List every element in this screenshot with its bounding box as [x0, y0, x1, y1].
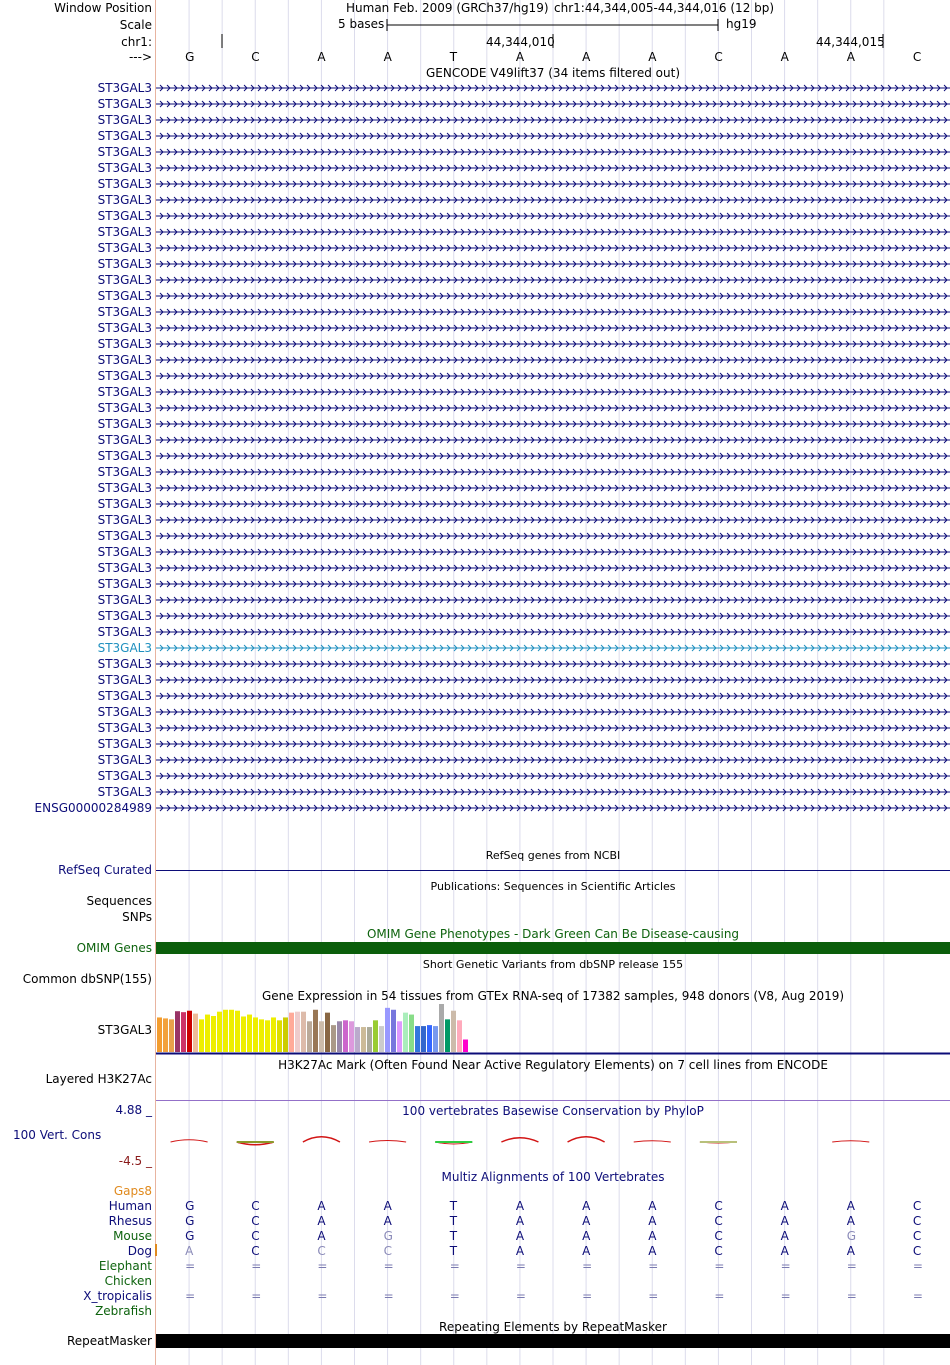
base-letter: C	[912, 50, 922, 64]
gencode-gene-label[interactable]: ST3GAL3	[97, 241, 152, 255]
base-letter: A	[383, 50, 392, 64]
gencode-gene-label[interactable]: ST3GAL3	[97, 641, 152, 655]
multiz-species-label[interactable]: Dog	[127, 1244, 152, 1258]
multiz-gaps-label[interactable]: Gaps8	[113, 1184, 152, 1198]
assembly-text: Human Feb. 2009 (GRCh37/hg19)	[346, 1, 549, 15]
omim-label[interactable]: OMIM Genes	[76, 941, 152, 955]
multiz-base: =	[383, 1259, 394, 1273]
gencode-gene-label[interactable]: ST3GAL3	[97, 497, 152, 511]
gtex-tissue-bar[interactable]	[373, 1020, 378, 1052]
gencode-transcript-line[interactable]	[156, 547, 950, 557]
gencode-gene-label[interactable]: ST3GAL3	[97, 625, 152, 639]
snps-label[interactable]: SNPs	[122, 910, 152, 924]
gencode-transcript-line[interactable]	[156, 595, 950, 605]
gtex-tissue-bar[interactable]	[271, 1017, 276, 1052]
multiz-base: A	[582, 1214, 591, 1228]
window-position-label: Window Position	[54, 1, 152, 15]
multiz-base: A	[582, 1229, 591, 1243]
gencode-transcript-line[interactable]	[156, 227, 950, 237]
multiz-base: =	[251, 1289, 262, 1303]
phylop-score-mark	[501, 1138, 538, 1142]
multiz-base: T	[449, 1199, 458, 1213]
gencode-gene-label[interactable]: ST3GAL3	[97, 193, 152, 207]
position-text[interactable]: chr1:44,344,005-44,344,016 (12 bp)	[554, 1, 775, 15]
gencode-gene-label[interactable]: ST3GAL3	[97, 321, 152, 335]
multiz-base: C	[714, 1199, 723, 1213]
gencode-transcript-line[interactable]	[156, 611, 950, 621]
gencode-gene-label[interactable]: ST3GAL3	[97, 449, 152, 463]
gencode-transcript-line[interactable]	[156, 147, 950, 157]
multiz-base: =	[780, 1289, 791, 1303]
gencode-gene-label[interactable]: ST3GAL3	[97, 353, 152, 367]
multiz-base: =	[449, 1259, 460, 1273]
refseq-label[interactable]: RefSeq Curated	[58, 863, 152, 877]
gtex-tissue-bar[interactable]	[283, 1017, 288, 1052]
multiz-base: A	[515, 1199, 525, 1213]
multiz-species-label[interactable]: Rhesus	[108, 1214, 152, 1228]
gtex-tissue-bar[interactable]	[433, 1026, 438, 1052]
gencode-transcript-line[interactable]	[156, 83, 950, 93]
gtex-tissue-bar[interactable]	[331, 1025, 336, 1052]
gencode-gene-label[interactable]: ST3GAL3	[97, 785, 152, 799]
h3k27ac-label[interactable]: Layered H3K27Ac	[45, 1072, 152, 1086]
gtex-tissue-bar[interactable]	[253, 1017, 258, 1052]
gencode-gene-label[interactable]: ST3GAL3	[97, 145, 152, 159]
gtex-tissue-bar[interactable]	[301, 1012, 306, 1052]
gencode-gene-label[interactable]: ST3GAL3	[97, 273, 152, 287]
gencode-gene-label[interactable]: ST3GAL3	[97, 609, 152, 623]
multiz-base: =	[515, 1289, 526, 1303]
gencode-title[interactable]: GENCODE V49lift37 (34 items filtered out)	[425, 66, 680, 80]
gtex-tissue-bar[interactable]	[157, 1017, 162, 1052]
gencode-transcript-line[interactable]	[156, 499, 950, 509]
multiz-base: =	[846, 1259, 857, 1273]
multiz-base: C	[714, 1214, 723, 1228]
scale-label: Scale	[119, 18, 152, 32]
gencode-transcript-line[interactable]	[156, 115, 950, 125]
multiz-base: G	[185, 1199, 195, 1213]
gencode-transcript-line[interactable]	[156, 803, 950, 813]
gencode-gene-label[interactable]: ST3GAL3	[97, 209, 152, 223]
multiz-base: A	[648, 1214, 657, 1228]
multiz-base: =	[912, 1259, 923, 1273]
multiz-base: =	[317, 1289, 328, 1303]
multiz-base: A	[515, 1229, 525, 1243]
gtex-tissue-bar[interactable]	[313, 1010, 318, 1052]
repeatmasker-label[interactable]: RepeatMasker	[66, 1334, 152, 1348]
gtex-tissue-bar[interactable]	[163, 1018, 168, 1052]
gencode-transcript-line[interactable]	[156, 563, 950, 573]
multiz-base: A	[648, 1199, 657, 1213]
gtex-tissue-bar[interactable]	[463, 1040, 468, 1052]
gencode-gene-label[interactable]: ST3GAL3	[97, 369, 152, 383]
phylop-score-mark	[303, 1137, 340, 1142]
gencode-gene-label[interactable]: ST3GAL3	[97, 673, 152, 687]
multiz-base: C	[251, 1244, 260, 1258]
gtex-tissue-bar[interactable]	[235, 1011, 240, 1052]
base-letter: A	[515, 50, 525, 64]
gencode-transcript-line[interactable]	[156, 451, 950, 461]
gencode-gene-label[interactable]: ST3GAL3	[97, 753, 152, 767]
multiz-base: =	[714, 1289, 725, 1303]
gencode-transcript-line[interactable]	[156, 323, 950, 333]
base-letter: A	[582, 50, 591, 64]
gtex-tissue-bar[interactable]	[409, 1015, 414, 1052]
multiz-species-label[interactable]: Mouse	[113, 1229, 152, 1243]
multiz-base: =	[912, 1289, 923, 1303]
gencode-transcript-line[interactable]	[156, 787, 950, 797]
gencode-transcript-line[interactable]	[156, 275, 950, 285]
gencode-transcript-line[interactable]	[156, 755, 950, 765]
gencode-transcript-line[interactable]	[156, 131, 950, 141]
multiz-base: =	[648, 1289, 659, 1303]
multiz-base: C	[251, 1199, 260, 1213]
multiz-base: A	[317, 1214, 326, 1228]
gencode-gene-label[interactable]: ST3GAL3	[97, 769, 152, 783]
gtex-tissue-bar[interactable]	[307, 1021, 312, 1052]
publications-sequences-label[interactable]: Sequences	[86, 894, 152, 908]
base-letter: C	[251, 50, 260, 64]
gencode-transcript-line[interactable]	[156, 355, 950, 365]
gtex-tissue-bar[interactable]	[265, 1020, 270, 1052]
gtex-tissue-bar[interactable]	[451, 1011, 456, 1052]
gencode-transcript-line[interactable]	[156, 707, 950, 717]
multiz-base: C	[383, 1244, 392, 1258]
gtex-tissue-bar[interactable]	[445, 1019, 450, 1052]
multiz-species-label[interactable]: Chicken	[104, 1274, 152, 1288]
gencode-transcript-line[interactable]	[156, 211, 950, 221]
multiz-base: A	[648, 1229, 657, 1243]
multiz-base: =	[780, 1259, 791, 1273]
refseq-feature-line[interactable]	[156, 870, 950, 871]
gtex-tissue-bar[interactable]	[427, 1025, 432, 1052]
multiz-species-label[interactable]: Human	[108, 1199, 152, 1213]
gtex-tissue-bar[interactable]	[199, 1019, 204, 1052]
gencode-gene-label[interactable]: ST3GAL3	[97, 513, 152, 527]
phylop-neutral-mark	[700, 1141, 737, 1143]
gtex-tissue-bar[interactable]	[391, 1010, 396, 1052]
gencode-gene-label[interactable]: ST3GAL3	[97, 577, 152, 591]
base-letter: A	[317, 50, 326, 64]
gencode-transcript-line[interactable]	[156, 163, 950, 173]
base-letter: C	[714, 50, 723, 64]
phylop-score-mark	[568, 1137, 605, 1142]
gencode-transcript-line[interactable]	[156, 723, 950, 733]
phylop-score-mark	[634, 1141, 671, 1142]
gtex-tissue-bar[interactable]	[229, 1010, 234, 1052]
gencode-gene-label[interactable]: ST3GAL3	[97, 417, 152, 431]
multiz-base: A	[846, 1199, 855, 1213]
phylop-min-label: -4.5 _	[118, 1154, 152, 1168]
gencode-gene-label[interactable]: ST3GAL3	[97, 721, 152, 735]
strand-label: --->	[128, 50, 152, 64]
gencode-gene-label[interactable]: ST3GAL3	[97, 177, 152, 191]
gtex-title[interactable]: Gene Expression in 54 tissues from GTEx RNA-seq of 17382 samples, 948 donors (V8, Aug 2019)	[261, 989, 845, 1003]
gencode-gene-label[interactable]: ST3GAL3	[97, 593, 152, 607]
multiz-base: A	[846, 1244, 855, 1258]
gtex-tissue-bar[interactable]	[217, 1012, 222, 1052]
refseq-title[interactable]: RefSeq genes from NCBI	[485, 849, 621, 862]
phylop-neutral-mark	[237, 1141, 274, 1143]
base-letter: A	[846, 50, 855, 64]
gencode-gene-label[interactable]: ST3GAL3	[97, 705, 152, 719]
gtex-expression-chart[interactable]	[156, 1004, 950, 1056]
multiz-species-label[interactable]: X_tropicalis	[83, 1289, 152, 1303]
db-text: hg19	[726, 17, 757, 31]
gencode-gene-label[interactable]: ST3GAL3	[97, 737, 152, 751]
multiz-base: =	[582, 1289, 593, 1303]
gencode-transcript-line[interactable]	[156, 691, 950, 701]
gencode-gene-label[interactable]: ST3GAL3	[97, 225, 152, 239]
gencode-gene-label[interactable]: ST3GAL3	[97, 689, 152, 703]
gtex-tissue-bar[interactable]	[367, 1027, 372, 1052]
phylop-wiggle[interactable]	[156, 1118, 950, 1168]
gencode-gene-label[interactable]: ST3GAL3	[97, 161, 152, 175]
gencode-transcript-line[interactable]	[156, 419, 950, 429]
gtex-tissue-bar[interactable]	[223, 1010, 228, 1052]
gencode-transcript-line[interactable]	[156, 771, 950, 781]
gtex-tissue-bar[interactable]	[355, 1027, 360, 1052]
multiz-title[interactable]: Multiz Alignments of 100 Vertebrates	[441, 1170, 665, 1184]
multiz-base: A	[780, 1244, 789, 1258]
gencode-transcript-line[interactable]	[156, 195, 950, 205]
gtex-tissue-bar[interactable]	[187, 1011, 192, 1052]
gencode-gene-label[interactable]: ST3GAL3	[97, 433, 152, 447]
gtex-tissue-bar[interactable]	[457, 1020, 462, 1052]
gtex-label[interactable]: ST3GAL3	[97, 1023, 152, 1037]
gencode-transcript-line[interactable]	[156, 467, 950, 477]
multiz-base: A	[383, 1214, 392, 1228]
scale-text: 5 bases	[338, 17, 385, 31]
multiz-base: A	[383, 1199, 392, 1213]
multiz-base: C	[912, 1199, 922, 1213]
multiz-base: G	[185, 1214, 195, 1228]
multiz-base: C	[251, 1214, 260, 1228]
gencode-gene-label[interactable]: ST3GAL3	[97, 385, 152, 399]
gencode-transcript-line[interactable]	[156, 99, 950, 109]
multiz-base: T	[449, 1244, 458, 1258]
gtex-tissue-bar[interactable]	[439, 1004, 444, 1052]
multiz-base: =	[185, 1289, 196, 1303]
multiz-base: C	[714, 1244, 723, 1258]
multiz-base: =	[582, 1259, 593, 1273]
gencode-transcript-line[interactable]	[156, 403, 950, 413]
gtex-tissue-bar[interactable]	[397, 1021, 402, 1052]
multiz-base: C	[714, 1229, 723, 1243]
chrom-label: chr1:	[121, 35, 152, 49]
h3k27ac-title[interactable]: H3K27Ac Mark (Often Found Near Active Regulatory Elements) on 7 cell lines from ENCODE	[278, 1058, 828, 1072]
base-letter: A	[780, 50, 789, 64]
gtex-tissue-bar[interactable]	[337, 1021, 342, 1052]
multiz-base: C	[912, 1244, 922, 1258]
omim-feature-bar[interactable]	[156, 942, 950, 954]
gtex-tissue-bar[interactable]	[403, 1013, 408, 1052]
phylop-score-mark	[832, 1141, 869, 1142]
gtex-tissue-bar[interactable]	[349, 1021, 354, 1052]
gencode-transcript-line[interactable]	[156, 659, 950, 669]
gencode-transcript-line[interactable]	[156, 179, 950, 189]
gencode-gene-label[interactable]: ST3GAL3	[97, 465, 152, 479]
gencode-gene-label[interactable]: ST3GAL3	[97, 257, 152, 271]
gtex-tissue-bar[interactable]	[241, 1016, 246, 1052]
gencode-transcript-line[interactable]	[156, 307, 950, 317]
multiz-base: T	[449, 1229, 458, 1243]
gencode-transcript-line[interactable]	[156, 531, 950, 541]
gencode-gene-label[interactable]: ST3GAL3	[97, 337, 152, 351]
gencode-gene-label[interactable]: ST3GAL3	[97, 401, 152, 415]
multiz-base: C	[251, 1229, 260, 1243]
gencode-gene-label[interactable]: ST3GAL3	[97, 481, 152, 495]
phylop-neutral-mark	[435, 1141, 472, 1143]
multiz-base: A	[780, 1214, 789, 1228]
gencode-transcript-line[interactable]	[156, 579, 950, 589]
gencode-transcript-line[interactable]	[156, 515, 950, 525]
gencode-gene-label[interactable]: ST3GAL3	[97, 129, 152, 143]
multiz-base: C	[912, 1214, 922, 1228]
multiz-base: C	[912, 1229, 922, 1243]
scale-bar	[386, 17, 720, 33]
gtex-tissue-bar[interactable]	[343, 1020, 348, 1052]
gencode-gene-label[interactable]: ENSG00000284989	[34, 801, 152, 815]
gencode-transcript-line[interactable]	[156, 435, 950, 445]
multiz-species-label[interactable]: Zebrafish	[95, 1304, 152, 1318]
gencode-transcript-line[interactable]	[156, 243, 950, 253]
gencode-gene-label[interactable]: ST3GAL3	[97, 81, 152, 95]
multiz-base: =	[383, 1289, 394, 1303]
multiz-base: A	[582, 1199, 591, 1213]
multiz-base: G	[846, 1229, 857, 1243]
phylop-score-mark	[369, 1141, 406, 1143]
gencode-transcript-line[interactable]	[156, 291, 950, 301]
gtex-tissue-bar[interactable]	[379, 1026, 384, 1052]
gtex-tissue-bar[interactable]	[289, 1013, 294, 1052]
multiz-base: A	[317, 1199, 326, 1213]
multiz-base: =	[515, 1259, 526, 1273]
gencode-gene-label[interactable]: ST3GAL3	[97, 289, 152, 303]
gencode-gene-label[interactable]: ST3GAL3	[97, 529, 152, 543]
multiz-base: =	[449, 1289, 460, 1303]
gencode-gene-label[interactable]: ST3GAL3	[97, 113, 152, 127]
gencode-gene-label[interactable]: ST3GAL3	[97, 545, 152, 559]
multiz-base: T	[449, 1214, 458, 1228]
gencode-transcript-line[interactable]	[156, 739, 950, 749]
gencode-transcript-line[interactable]	[156, 643, 950, 653]
gtex-tissue-bar[interactable]	[295, 1012, 300, 1052]
gtex-tissue-bar[interactable]	[325, 1013, 330, 1052]
base-letter: T	[449, 50, 458, 64]
h3k27ac-baseline	[156, 1100, 950, 1101]
multiz-species-label[interactable]: Elephant	[98, 1259, 152, 1273]
gtex-tissue-bar[interactable]	[421, 1026, 426, 1052]
gtex-tissue-bar[interactable]	[259, 1019, 264, 1052]
multiz-base: A	[780, 1229, 789, 1243]
publications-title[interactable]: Publications: Sequences in Scientific Articles	[430, 880, 676, 893]
multiz-base: A	[515, 1244, 525, 1258]
multiz-base: A	[515, 1214, 525, 1228]
multiz-base: A	[317, 1229, 326, 1243]
repeatmasker-title[interactable]: Repeating Elements by RepeatMasker	[439, 1320, 667, 1334]
phylop-label[interactable]: 100 Vert. Cons	[13, 1128, 102, 1142]
phylop-max-label: 4.88 _	[115, 1103, 152, 1117]
multiz-base: A	[780, 1199, 789, 1213]
gtex-tissue-bar[interactable]	[175, 1011, 180, 1052]
base-letter: G	[185, 50, 195, 64]
gencode-transcript-line[interactable]	[156, 339, 950, 349]
gtex-tissue-bar[interactable]	[361, 1027, 366, 1052]
multiz-base: =	[317, 1259, 328, 1273]
gtex-tissue-bar[interactable]	[415, 1026, 420, 1052]
gencode-gene-label[interactable]: ST3GAL3	[97, 561, 152, 575]
multiz-base: A	[846, 1214, 855, 1228]
gencode-transcript-line[interactable]	[156, 387, 950, 397]
multiz-base: =	[714, 1259, 725, 1273]
gtex-tissue-bar[interactable]	[169, 1019, 174, 1052]
multiz-base: =	[251, 1259, 262, 1273]
gtex-tissue-bar[interactable]	[193, 1014, 198, 1052]
dbsnp-title[interactable]: Short Genetic Variants from dbSNP release 155	[422, 958, 684, 971]
multiz-base: A	[648, 1244, 657, 1258]
gtex-tissue-bar[interactable]	[211, 1016, 216, 1052]
gencode-transcript-line[interactable]	[156, 675, 950, 685]
dbsnp-label[interactable]: Common dbSNP(155)	[22, 972, 152, 986]
base-letter: A	[648, 50, 657, 64]
gtex-tissue-bar[interactable]	[247, 1015, 252, 1052]
multiz-base: A	[582, 1244, 591, 1258]
phylop-title[interactable]: 100 vertebrates Basewise Conservation by PhyloP	[402, 1104, 704, 1118]
gtex-tissue-bar[interactable]	[205, 1015, 210, 1052]
gencode-gene-label[interactable]: ST3GAL3	[97, 97, 152, 111]
gtex-tissue-bar[interactable]	[181, 1012, 186, 1052]
gencode-transcript-line[interactable]	[156, 483, 950, 493]
multiz-base: G	[383, 1229, 393, 1243]
dog-insertion-mark	[155, 1244, 157, 1256]
multiz-base: A	[185, 1244, 194, 1258]
gencode-gene-label[interactable]: ST3GAL3	[97, 657, 152, 671]
gencode-transcript-line[interactable]	[156, 627, 950, 637]
gencode-transcript-line[interactable]	[156, 259, 950, 269]
multiz-base: =	[846, 1289, 857, 1303]
repeatmasker-feature-bar[interactable]	[156, 1334, 950, 1348]
phylop-score-mark	[171, 1140, 208, 1142]
gencode-transcript-line[interactable]	[156, 371, 950, 381]
multiz-base: G	[185, 1229, 195, 1243]
multiz-base: =	[648, 1259, 659, 1273]
multiz-base: C	[317, 1244, 326, 1258]
coord-tick-2: 44,344,015	[816, 35, 885, 49]
multiz-base: =	[185, 1259, 196, 1273]
omim-title[interactable]: OMIM Gene Phenotypes - Dark Green Can Be Disease-causing	[366, 927, 740, 941]
gencode-gene-label[interactable]: ST3GAL3	[97, 305, 152, 319]
coord-tick-1: 44,344,010	[486, 35, 555, 49]
gtex-tissue-bar[interactable]	[277, 1020, 282, 1052]
gtex-tissue-bar[interactable]	[385, 1008, 390, 1052]
gtex-tissue-bar[interactable]	[319, 1021, 324, 1052]
